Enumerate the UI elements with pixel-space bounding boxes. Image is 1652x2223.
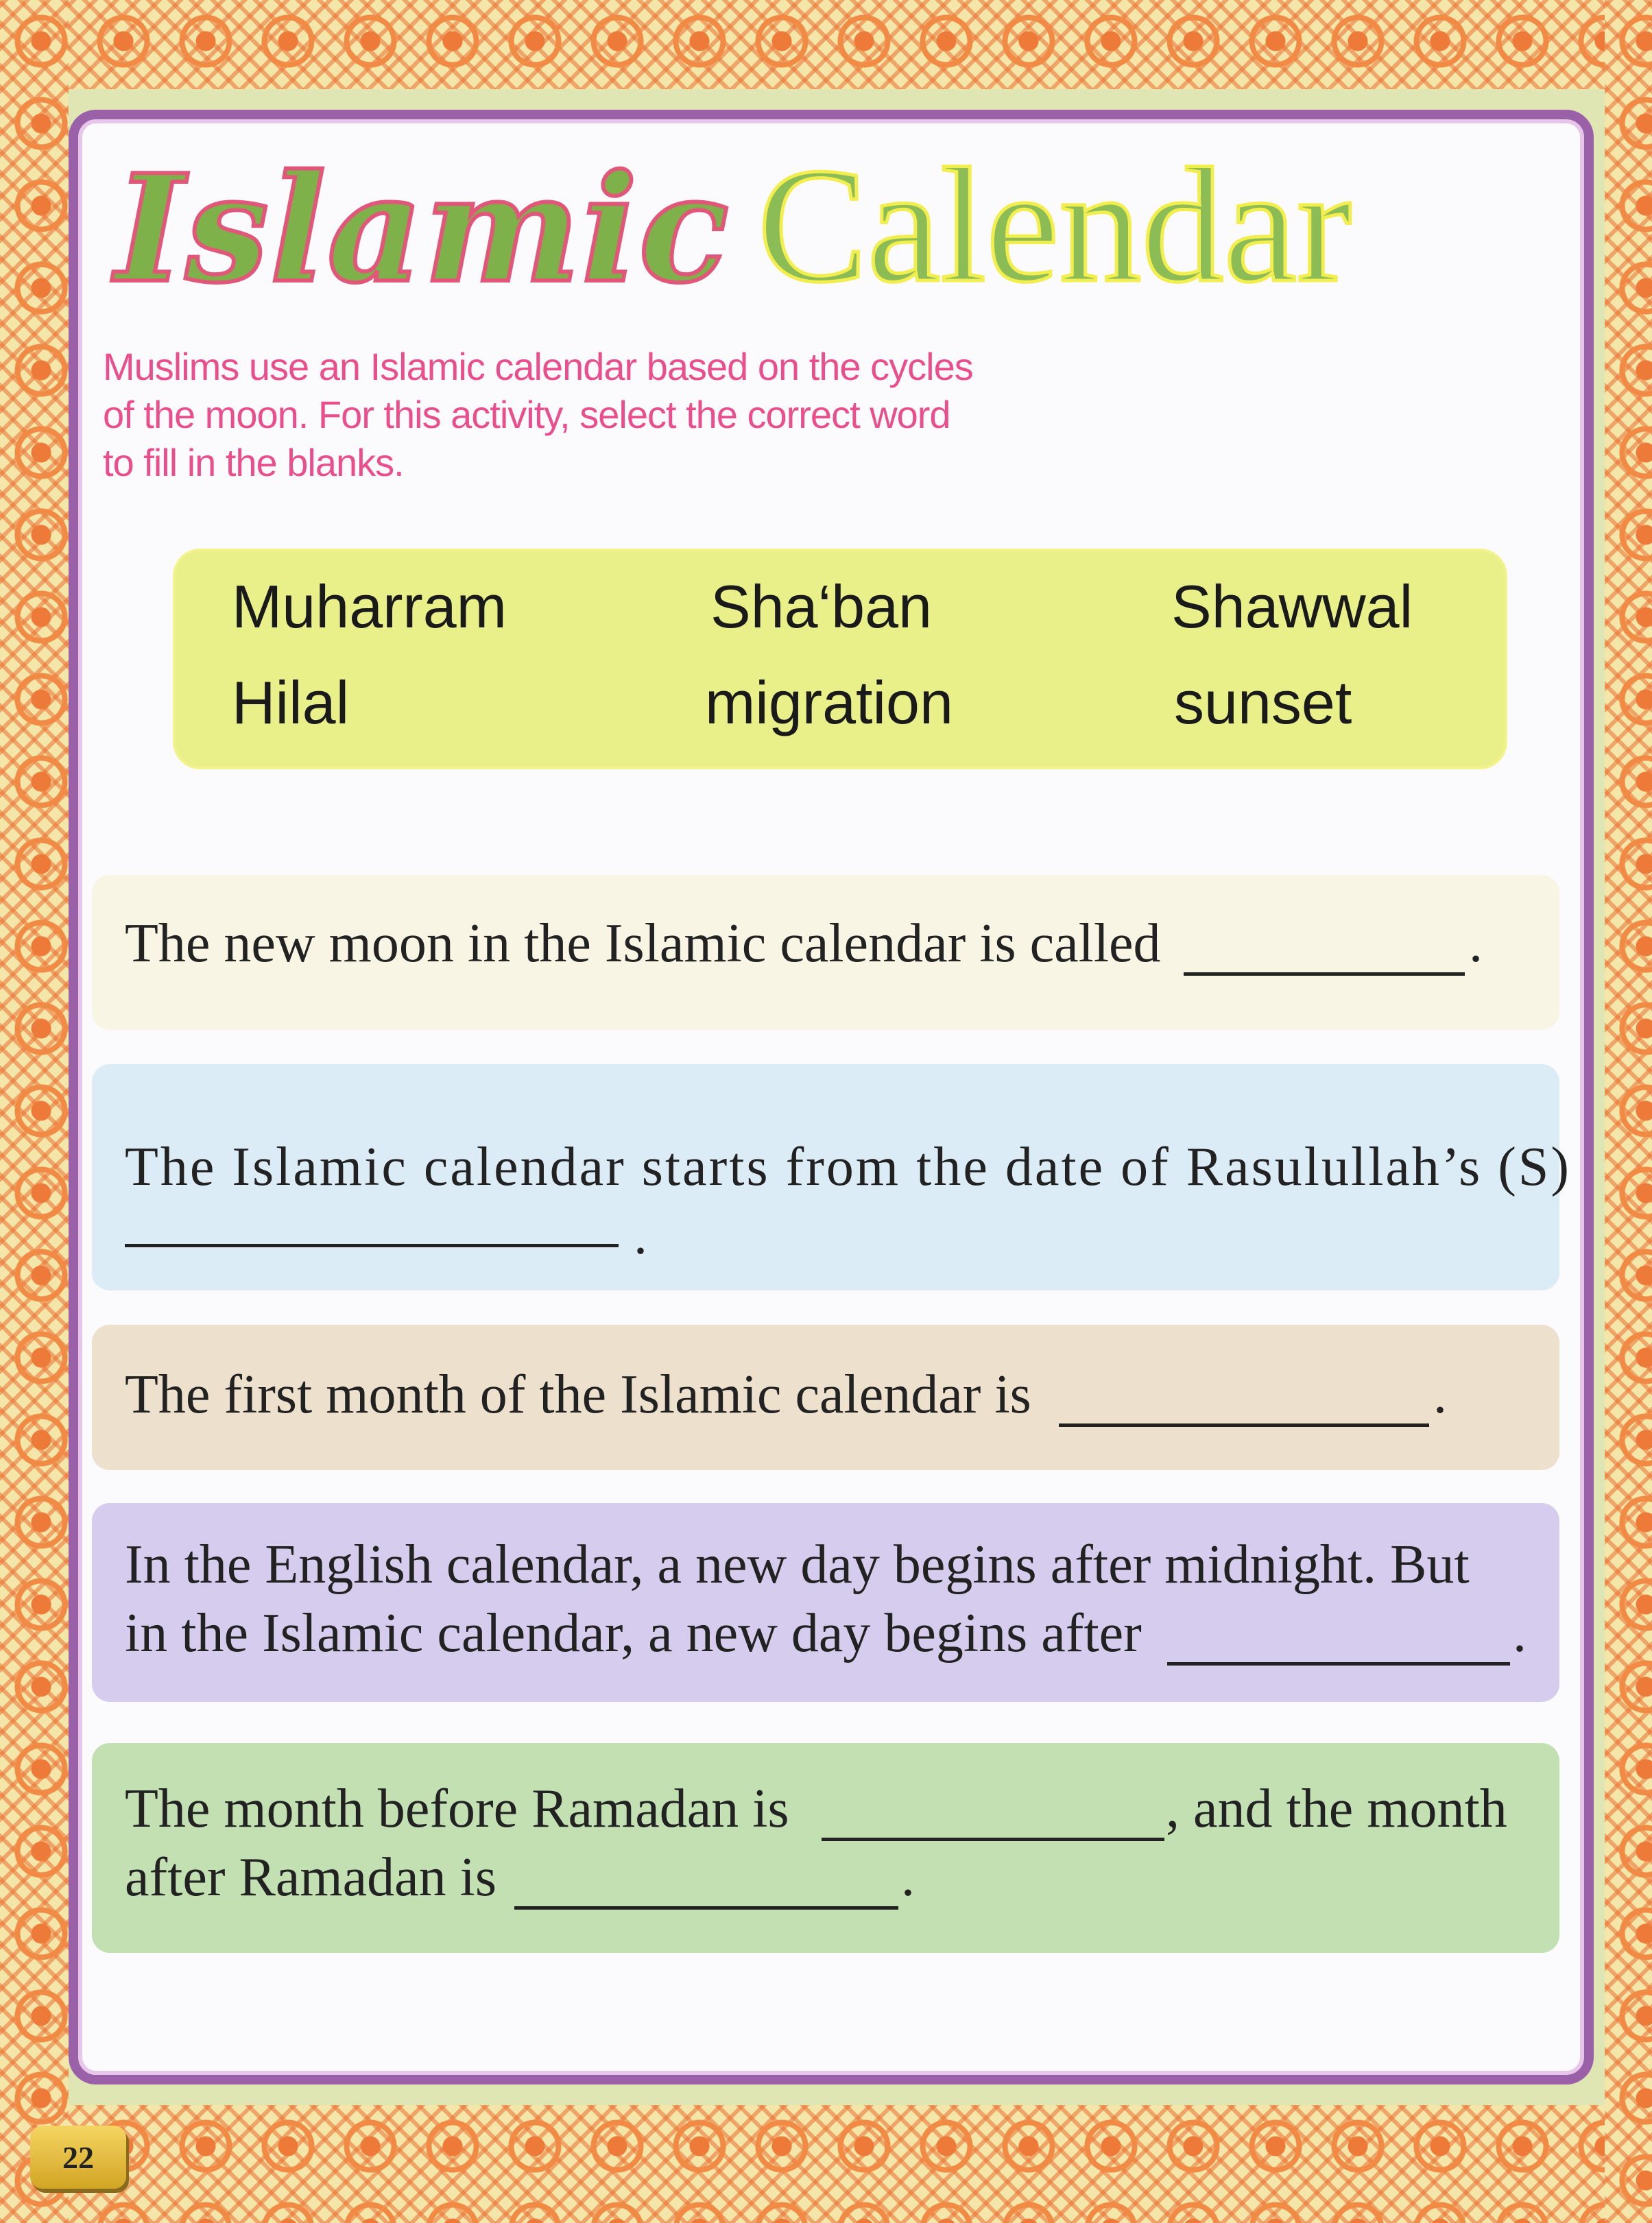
question-4-period: . xyxy=(1513,1603,1527,1663)
title-calendar: Calendar xyxy=(757,134,1352,316)
question-5 xyxy=(92,1743,1559,1953)
answer-blank-2[interactable] xyxy=(125,1189,619,1247)
ornamental-border-left xyxy=(0,0,69,2223)
question-1 xyxy=(92,875,1559,1030)
question-3 xyxy=(92,1325,1559,1470)
question-5-mid-text: , and the month xyxy=(1166,1779,1507,1839)
instructions-line-2: of the moon. For this activity, select the correct word xyxy=(103,393,950,436)
word-bank-item[interactable]: migration xyxy=(705,669,953,736)
word-bank-item[interactable]: Muharram xyxy=(232,573,507,640)
question-2-text: The Islamic calendar starts from the date of Rasulullah’s (S) xyxy=(125,1137,1572,1197)
answer-blank-5a[interactable] xyxy=(822,1783,1164,1841)
answer-blank-5b[interactable] xyxy=(514,1851,898,1910)
question-2-period: . xyxy=(634,1205,647,1266)
answer-blank-1[interactable] xyxy=(1184,917,1465,976)
word-bank-item[interactable]: Sha‘ban xyxy=(710,573,932,640)
instructions-line-1: Muslims use an Islamic calendar based on the cycles xyxy=(103,345,973,388)
title-islamic: Islamic xyxy=(115,142,730,315)
ornamental-border-bottom xyxy=(0,2105,1652,2223)
ornamental-border-right xyxy=(1605,0,1652,2223)
answer-blank-4[interactable] xyxy=(1167,1607,1510,1666)
answer-blank-3[interactable] xyxy=(1059,1369,1429,1427)
instructions xyxy=(103,343,1063,487)
question-4-text-line-2: in the Islamic calendar, a new day begins after xyxy=(125,1603,1142,1663)
page-title xyxy=(115,130,1352,316)
word-bank-item[interactable]: Shawwal xyxy=(1171,573,1413,640)
instructions-line-3: to fill in the blanks. xyxy=(103,441,404,484)
word-bank xyxy=(173,549,1507,769)
question-3-text: The first month of the Islamic calendar is xyxy=(125,1365,1031,1425)
question-1-text: The new moon in the Islamic calendar is called xyxy=(125,913,1161,974)
question-4 xyxy=(92,1503,1559,1702)
question-5-period: . xyxy=(901,1847,915,1908)
question-1-period: . xyxy=(1469,913,1483,974)
question-2 xyxy=(92,1064,1572,1290)
word-bank-item[interactable]: sunset xyxy=(1174,669,1352,736)
question-5-text-line-2: after Ramadan is xyxy=(125,1847,496,1908)
word-bank-item[interactable]: Hilal xyxy=(232,669,350,736)
question-3-period: . xyxy=(1433,1365,1447,1425)
page-number: 22 xyxy=(30,2126,126,2189)
ornamental-border-top xyxy=(0,0,1652,89)
question-5-text-line-1: The month before Ramadan is xyxy=(125,1779,789,1839)
question-4-text-line-1: In the English calendar, a new day begins after midnight. But xyxy=(125,1535,1470,1595)
